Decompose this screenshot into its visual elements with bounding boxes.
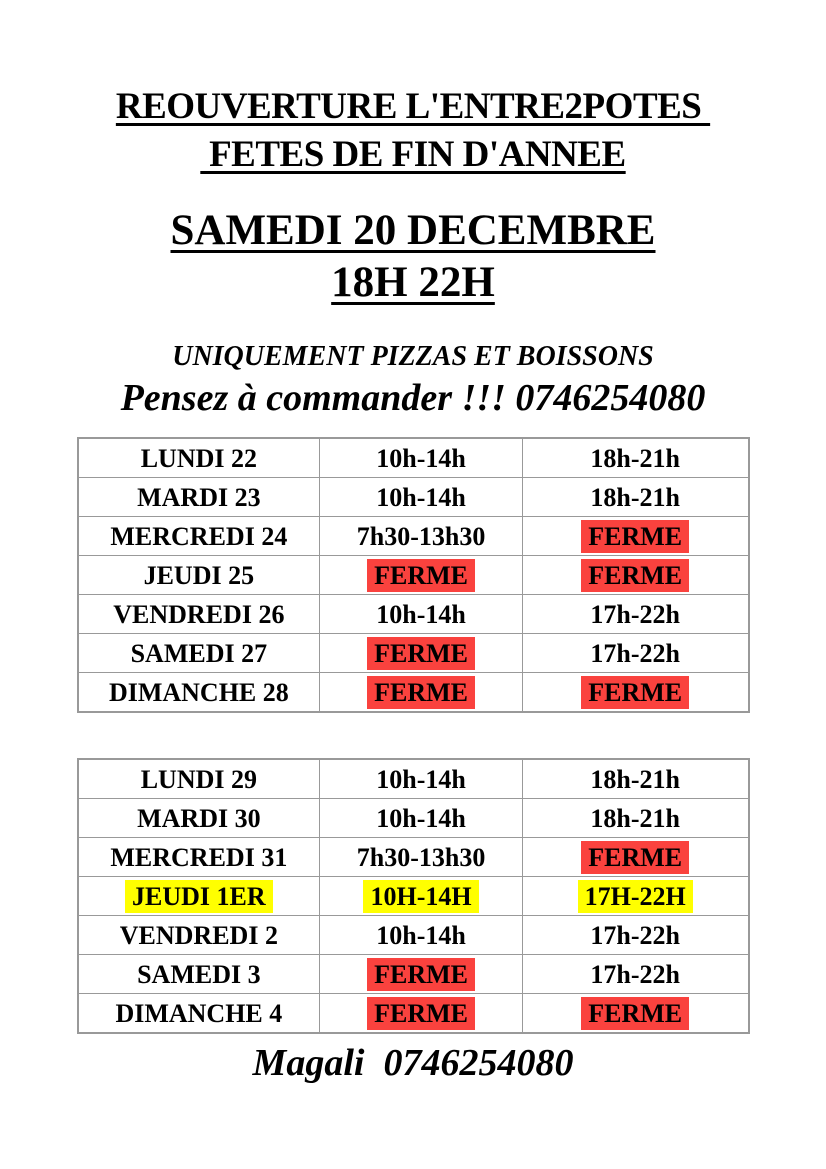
cell-text: 17h-22h (590, 959, 680, 989)
dinner-hours-cell (522, 556, 748, 595)
day-cell (78, 673, 320, 713)
day-cell (78, 877, 320, 916)
lunch-hours-cell (320, 673, 523, 713)
schedule-row (78, 759, 749, 799)
cell-text: MERCREDI 24 (110, 521, 288, 551)
lunch-hours-cell (320, 556, 523, 595)
day-cell (78, 955, 320, 994)
schedule-row (78, 595, 749, 634)
cell-text: 17h-22h (590, 920, 680, 950)
schedule-row (78, 478, 749, 517)
schedule-row (78, 799, 749, 838)
order-note: Pensez à commander !!! 0746254080 (120, 377, 706, 419)
schedule-row (78, 517, 749, 556)
schedule-row (78, 916, 749, 955)
cell-text: JEUDI 25 (143, 560, 255, 590)
dinner-hours-cell (522, 955, 748, 994)
closed-highlight: FERME (367, 559, 475, 592)
day-cell (78, 759, 320, 799)
week2-schedule-table (77, 758, 750, 1034)
cell-text: 7h30-13h30 (356, 521, 486, 551)
day-cell (78, 799, 320, 838)
closed-highlight: FERME (367, 997, 475, 1030)
schedule-row (78, 838, 749, 877)
cell-text: LUNDI 22 (140, 443, 257, 473)
main-title (0, 83, 826, 179)
reopening-date: SAMEDI 20 DECEMBRE (170, 207, 656, 254)
schedule-row (78, 438, 749, 478)
cell-text: DIMANCHE 28 (108, 677, 289, 707)
lunch-hours-cell (320, 838, 523, 877)
dinner-hours-cell (522, 759, 748, 799)
closed-highlight: FERME (581, 676, 689, 709)
closed-highlight: FERME (581, 559, 689, 592)
cell-text: 10h-14h (376, 803, 466, 833)
cell-text: MARDI 23 (137, 482, 261, 512)
dinner-hours-cell (522, 877, 748, 916)
day-cell (78, 478, 320, 517)
reopening-date-block (0, 205, 826, 309)
dinner-hours-cell (522, 994, 748, 1034)
lunch-hours-cell (320, 595, 523, 634)
closed-highlight: FERME (367, 958, 475, 991)
cell-text: 18h-21h (590, 764, 680, 794)
schedule-row (78, 634, 749, 673)
lunch-hours-cell (320, 877, 523, 916)
main-title-line2: FETES DE FIN D'ANNEE (200, 134, 626, 175)
special-day-highlight: 10H-14H (363, 880, 478, 913)
lunch-hours-cell (320, 799, 523, 838)
schedule-row (78, 955, 749, 994)
dinner-hours-cell (522, 478, 748, 517)
dinner-hours-cell (522, 673, 748, 713)
cell-text: 17h-22h (590, 599, 680, 629)
cell-text: 17h-22h (590, 638, 680, 668)
special-day-highlight: JEUDI 1ER (125, 880, 273, 913)
cell-text: 7h30-13h30 (356, 842, 486, 872)
dinner-hours-cell (522, 916, 748, 955)
lunch-hours-cell (320, 634, 523, 673)
day-cell (78, 634, 320, 673)
cell-text: LUNDI 29 (140, 764, 257, 794)
lunch-hours-cell (320, 916, 523, 955)
cell-text: 18h-21h (590, 443, 680, 473)
closed-highlight: FERME (581, 997, 689, 1030)
main-title-line1: REOUVERTURE L'ENTRE2POTES (115, 86, 711, 127)
contact-footer: Magali 0746254080 (252, 1042, 574, 1084)
cell-text: 10h-14h (376, 920, 466, 950)
closed-highlight: FERME (581, 841, 689, 874)
closed-highlight: FERME (367, 637, 475, 670)
cell-text: MERCREDI 31 (110, 842, 288, 872)
lunch-hours-cell (320, 517, 523, 556)
closed-highlight: FERME (581, 520, 689, 553)
cell-text: DIMANCHE 4 (115, 998, 283, 1028)
special-day-highlight: 17H-22H (578, 880, 693, 913)
dinner-hours-cell (522, 595, 748, 634)
day-cell (78, 438, 320, 478)
dinner-hours-cell (522, 634, 748, 673)
dinner-hours-cell (522, 799, 748, 838)
cell-text: 10h-14h (376, 443, 466, 473)
cell-text: VENDREDI 26 (113, 599, 285, 629)
schedule-row (78, 994, 749, 1034)
cell-text: 18h-21h (590, 803, 680, 833)
menu-note: UNIQUEMENT PIZZAS ET BOISSONS (172, 341, 654, 372)
cell-text: SAMEDI 27 (130, 638, 268, 668)
day-cell (78, 838, 320, 877)
day-cell (78, 517, 320, 556)
day-cell (78, 556, 320, 595)
cell-text: MARDI 30 (137, 803, 261, 833)
schedule-row (78, 673, 749, 713)
lunch-hours-cell (320, 955, 523, 994)
day-cell (78, 916, 320, 955)
closed-highlight: FERME (367, 676, 475, 709)
dinner-hours-cell (522, 517, 748, 556)
cell-text: SAMEDI 3 (137, 959, 261, 989)
lunch-hours-cell (320, 478, 523, 517)
cell-text: 18h-21h (590, 482, 680, 512)
lunch-hours-cell (320, 438, 523, 478)
lunch-hours-cell (320, 759, 523, 799)
lunch-hours-cell (320, 994, 523, 1034)
dinner-hours-cell (522, 838, 748, 877)
dinner-hours-cell (522, 438, 748, 478)
cell-text: 10h-14h (376, 482, 466, 512)
cell-text: 10h-14h (376, 599, 466, 629)
cell-text: VENDREDI 2 (119, 920, 278, 950)
day-cell (78, 595, 320, 634)
schedule-row (78, 877, 749, 916)
reopening-hours: 18H 22H (331, 259, 495, 306)
day-cell (78, 994, 320, 1034)
cell-text: 10h-14h (376, 764, 466, 794)
schedule-row (78, 556, 749, 595)
week1-schedule-table (77, 437, 750, 713)
